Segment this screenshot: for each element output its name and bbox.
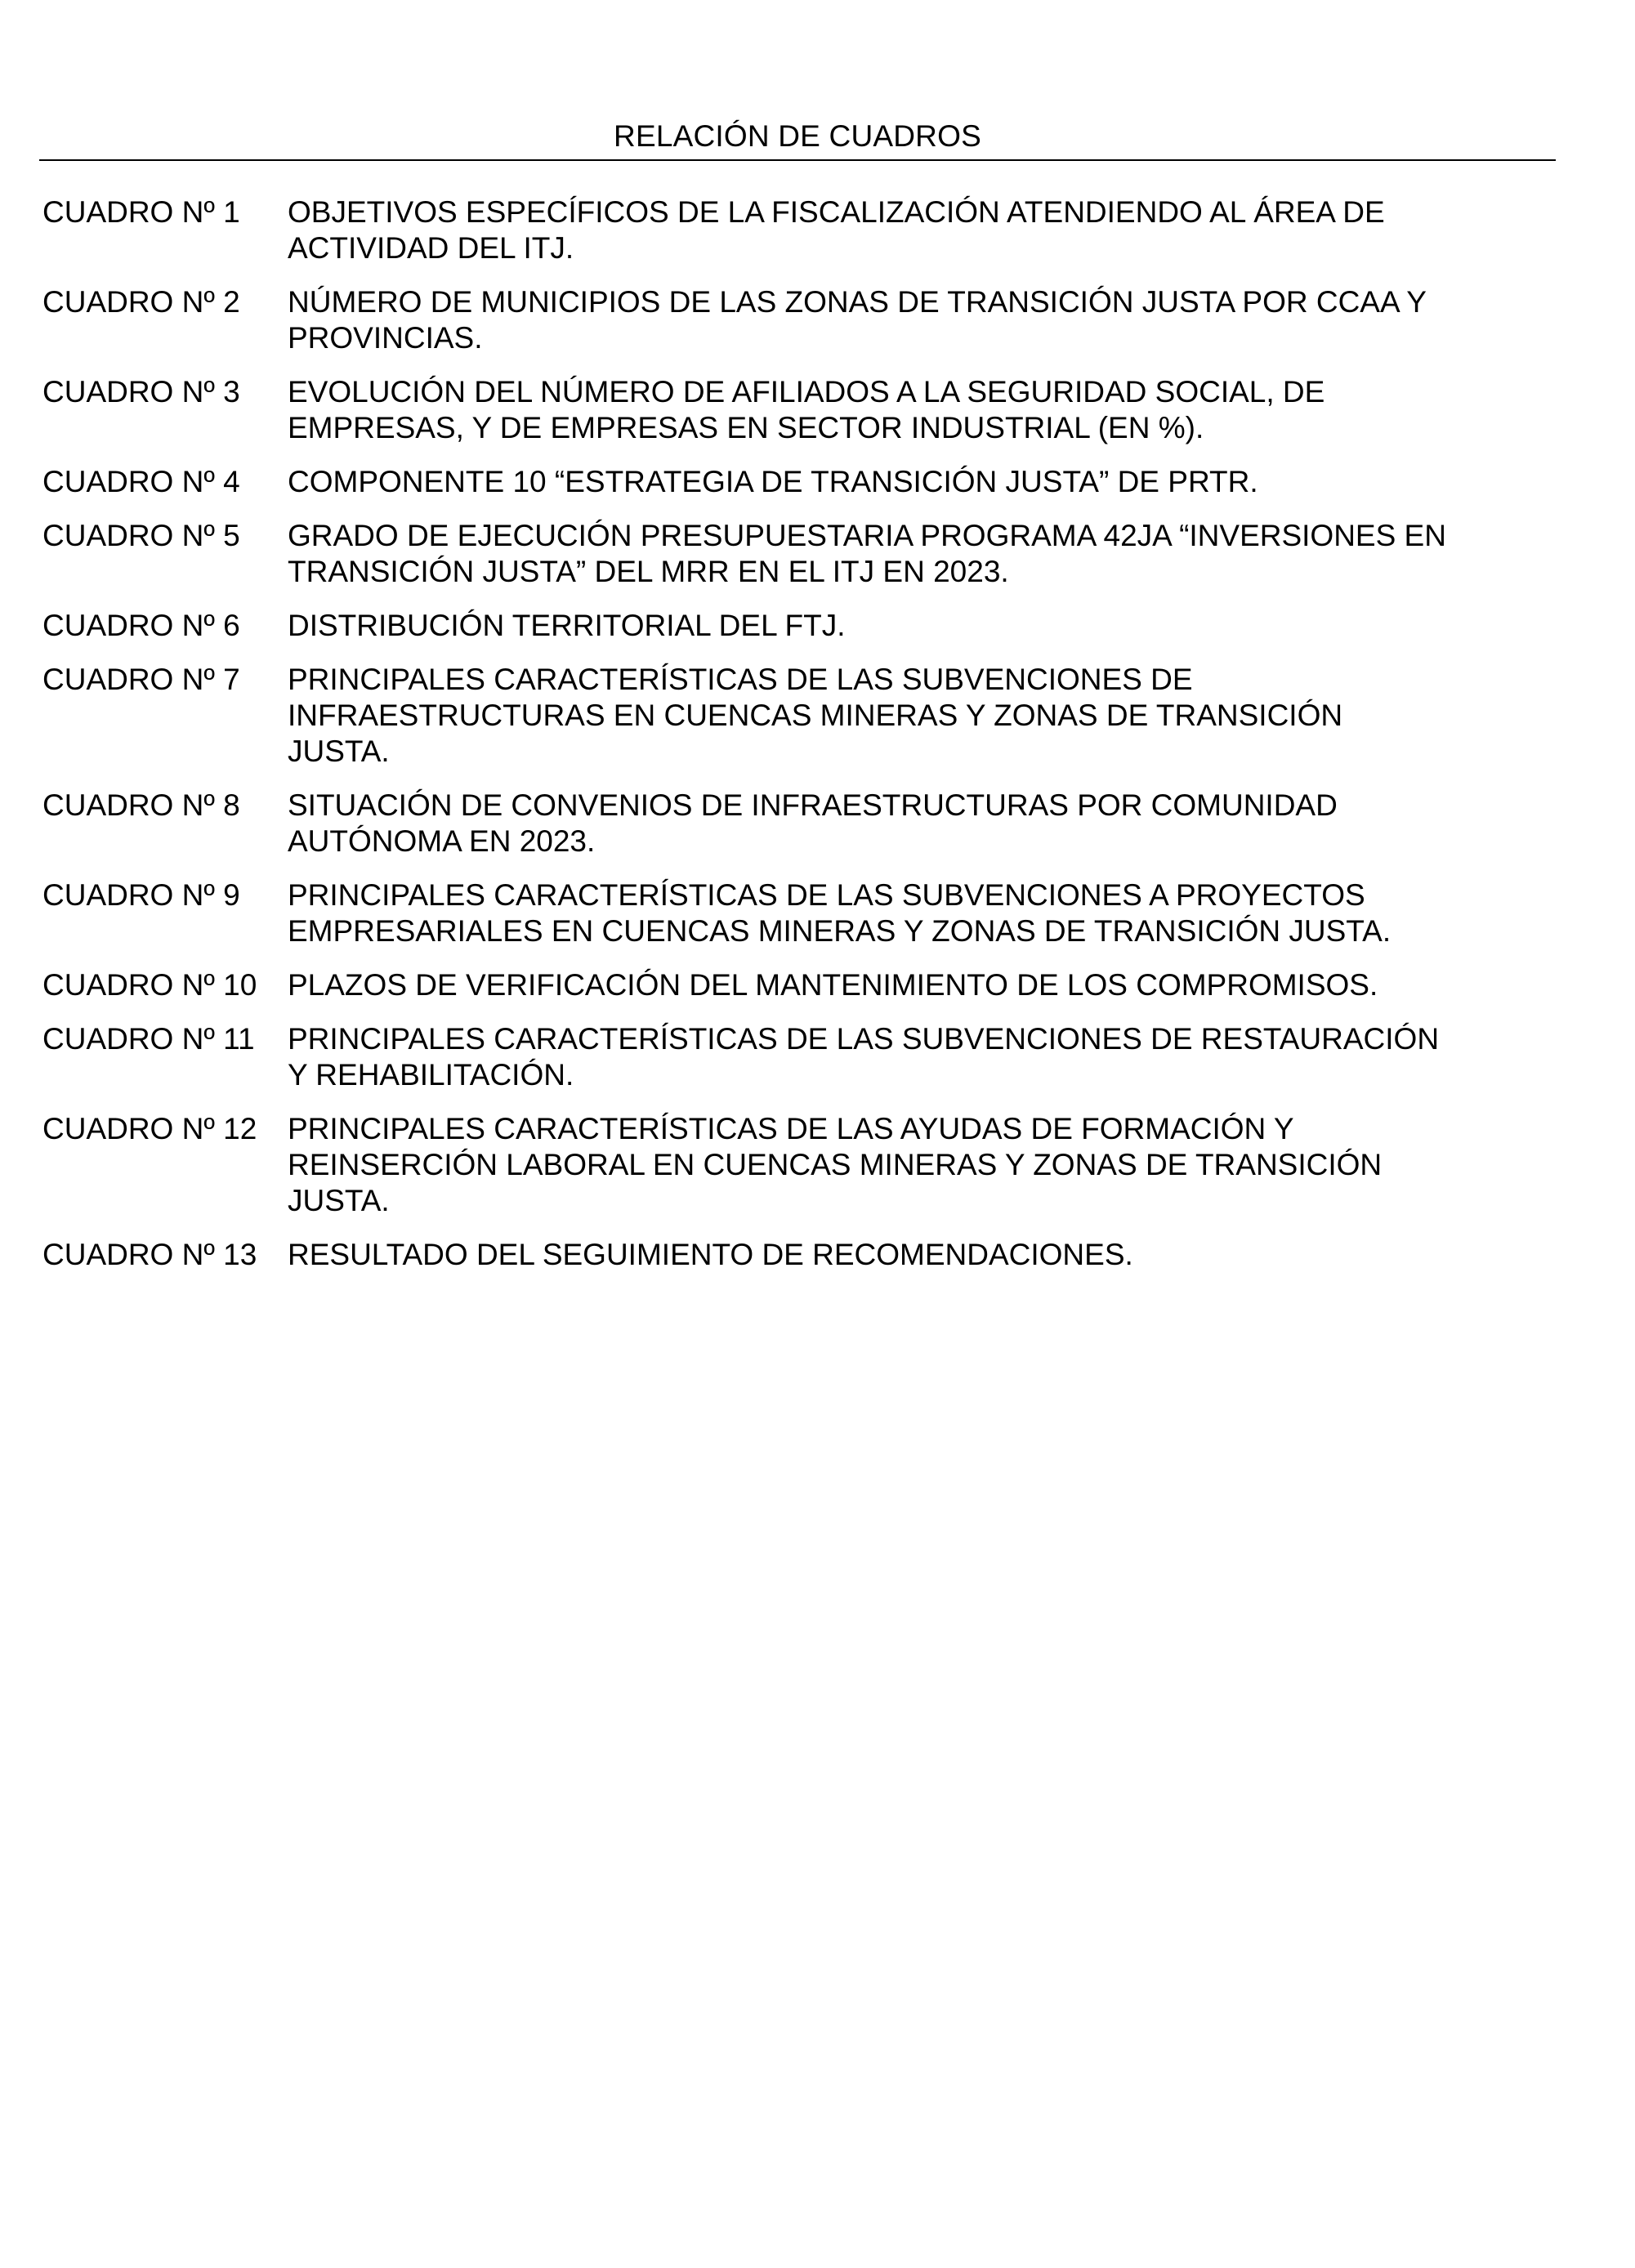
table-title: PRINCIPALES CARACTERÍSTICAS DE LAS SUBVENCIONES DE RESTAURACIÓN Y REHABILITACIÓN.	[288, 1022, 1440, 1092]
table-title: EVOLUCIÓN DEL NÚMERO DE AFILIADOS A LA SEGURIDAD SOCIAL, DE EMPRESAS, Y DE EMPRESAS EN SECTOR INDUSTRIAL (EN %).	[288, 375, 1325, 444]
list-item	[42, 284, 1448, 356]
list-item	[42, 518, 1448, 590]
list-item	[42, 464, 1448, 500]
list-item	[42, 877, 1448, 949]
table-title: PRINCIPALES CARACTERÍSTICAS DE LAS SUBVENCIONES DE INFRAESTRUCTURAS EN CUENCAS MINERAS Y ZONAS DE TRANSICIÓN JUSTA.	[288, 663, 1343, 768]
table-number: CUADRO Nº 4	[42, 465, 240, 498]
table-number: CUADRO Nº 8	[42, 788, 240, 822]
page-header	[39, 114, 1556, 161]
table-title: GRADO DE EJECUCIÓN PRESUPUESTARIA PROGRAMA 42JA “INVERSIONES EN TRANSICIÓN JUSTA” DEL MRR EN EL ITJ EN 2023.	[288, 519, 1446, 588]
list-item	[42, 1237, 1448, 1273]
list-item	[42, 662, 1448, 770]
table-number: CUADRO Nº 1	[42, 195, 240, 229]
table-title: PRINCIPALES CARACTERÍSTICAS DE LAS SUBVENCIONES A PROYECTOS EMPRESARIALES EN CUENCAS MINERAS Y ZONAS DE TRANSICIÓN JUSTA.	[288, 878, 1392, 948]
table-title: RESULTADO DEL SEGUIMIENTO DE RECOMENDACIONES.	[288, 1238, 1133, 1271]
table-title: SITUACIÓN DE CONVENIOS DE INFRAESTRUCTURAS POR COMUNIDAD AUTÓNOMA EN 2023.	[288, 788, 1338, 858]
list-item	[42, 1021, 1448, 1093]
table-number: CUADRO Nº 5	[42, 519, 240, 552]
list-item	[42, 374, 1448, 446]
table-number: CUADRO Nº 6	[42, 609, 240, 642]
table-number: CUADRO Nº 3	[42, 375, 240, 409]
table-number: CUADRO Nº 10	[42, 968, 257, 1002]
table-title: OBJETIVOS ESPECÍFICOS DE LA FISCALIZACIÓN ATENDIENDO AL ÁREA DE ACTIVIDAD DEL ITJ.	[288, 195, 1385, 265]
page-title: RELACIÓN DE CUADROS	[614, 119, 981, 153]
list-item	[42, 967, 1448, 1003]
list-item	[42, 608, 1448, 644]
list-item	[42, 1111, 1448, 1219]
list-item	[42, 788, 1448, 859]
table-title: COMPONENTE 10 “ESTRATEGIA DE TRANSICIÓN JUSTA” DE PRTR.	[288, 465, 1258, 498]
table-number: CUADRO Nº 12	[42, 1112, 257, 1145]
table-number: CUADRO Nº 2	[42, 285, 240, 319]
table-number: CUADRO Nº 9	[42, 878, 240, 912]
table-title: PLAZOS DE VERIFICACIÓN DEL MANTENIMIENTO DE LOS COMPROMISOS.	[288, 968, 1378, 1002]
table-list	[42, 194, 1448, 1291]
table-title: NÚMERO DE MUNICIPIOS DE LAS ZONAS DE TRANSICIÓN JUSTA POR CCAA Y PROVINCIAS.	[288, 285, 1427, 355]
list-item	[42, 194, 1448, 266]
table-title: DISTRIBUCIÓN TERRITORIAL DEL FTJ.	[288, 609, 846, 642]
table-title: PRINCIPALES CARACTERÍSTICAS DE LAS AYUDAS DE FORMACIÓN Y REINSERCIÓN LABORAL EN CUENCAS MINERAS Y ZONAS DE TRANSICIÓN JUSTA.	[288, 1112, 1383, 1217]
table-number: CUADRO Nº 11	[42, 1022, 255, 1056]
table-number: CUADRO Nº 13	[42, 1238, 257, 1271]
table-number: CUADRO Nº 7	[42, 663, 240, 696]
